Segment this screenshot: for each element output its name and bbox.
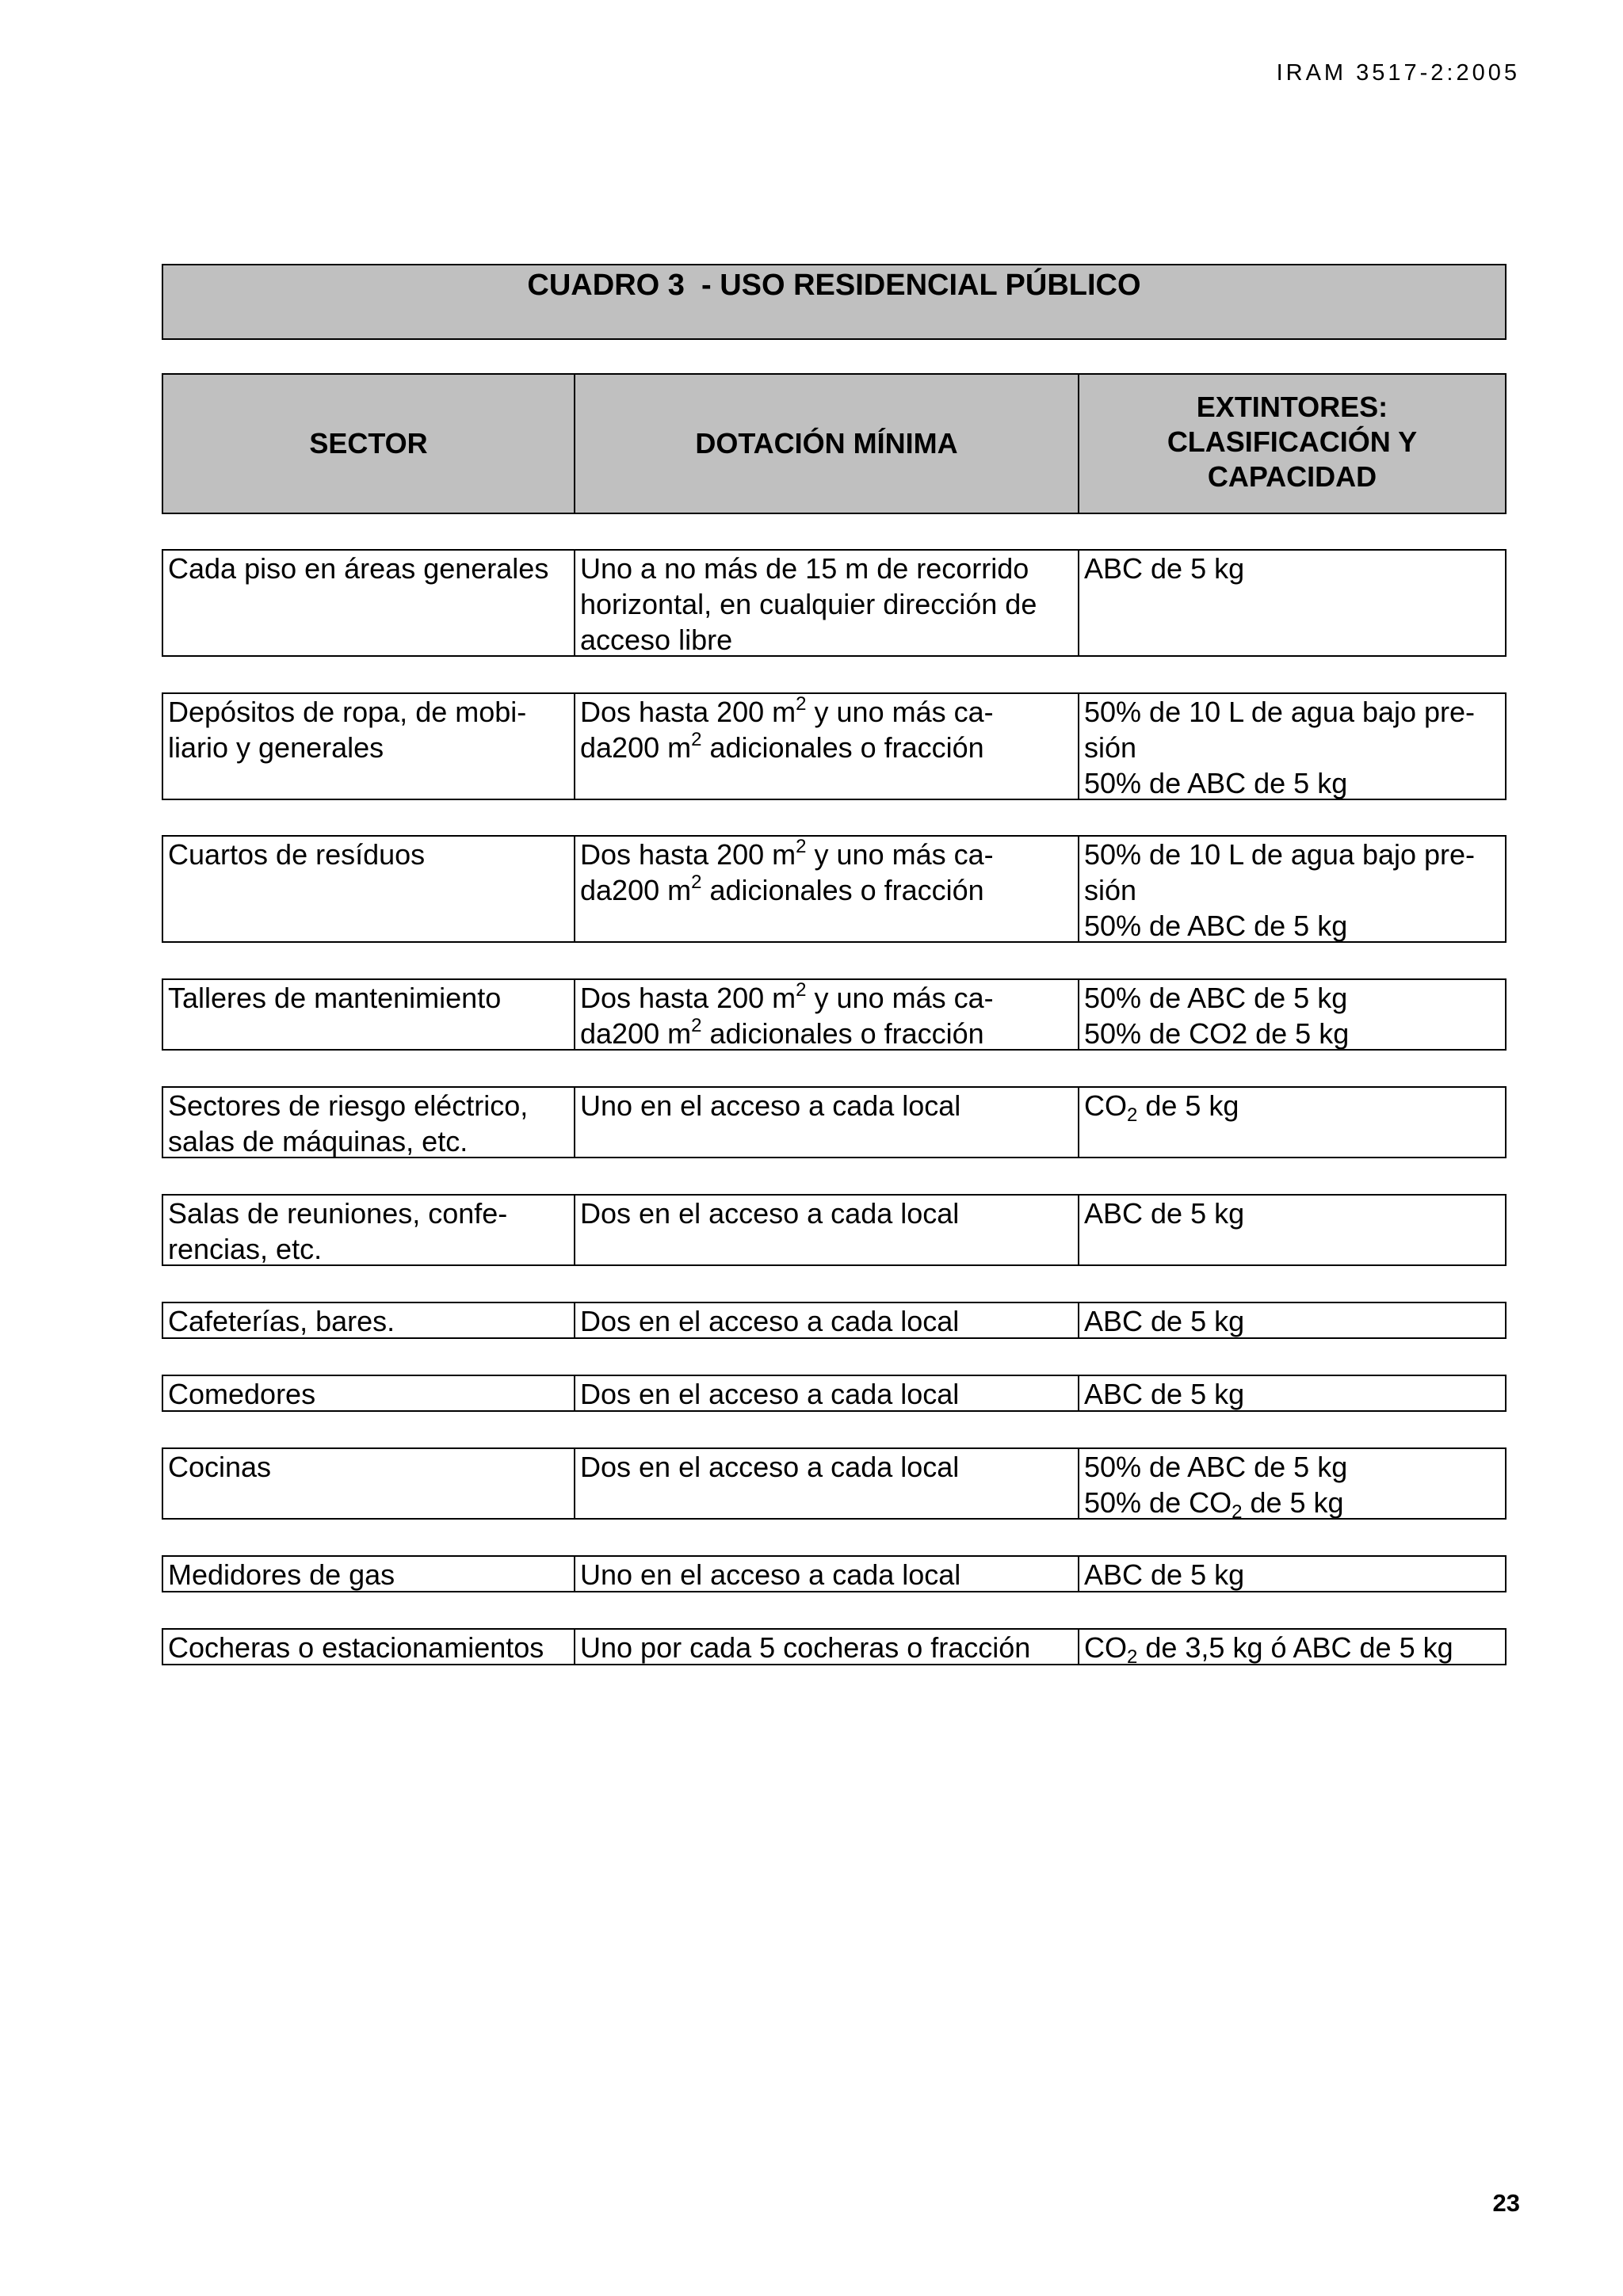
cell-dotacion: Dos en el acceso a cada local — [575, 1376, 1079, 1410]
cell-dotacion: Dos hasta 200 $m^2$ y uno más ca- da200 $m^2$ adicionales o fracción — [575, 694, 1079, 799]
table-title: CUADRO 3 - USO RESIDENCIAL PÚBLICO — [527, 269, 1141, 302]
cell-extintores: ABC de 5 kg — [1084, 1558, 1245, 1591]
table-row — [162, 835, 1507, 943]
cell-sector: Cuartos de resíduos — [163, 837, 575, 941]
table-title-box — [162, 264, 1507, 340]
table-row — [162, 692, 1507, 800]
cell-dotacion: Dos en el acceso a cada local — [575, 1196, 1079, 1264]
table-row — [162, 1302, 1507, 1339]
cell-sector: Cocheras o estacionamientos — [163, 1630, 575, 1664]
table-row — [162, 978, 1507, 1051]
cell-sector: Cocinas — [163, 1449, 575, 1518]
cell-sector: Cafeterías, bares. — [163, 1303, 575, 1337]
cell-dotacion: Dos hasta 200 $m^2$ y uno más ca- da200 $m^2$ adicionales o fracción — [575, 980, 1079, 1049]
document-code: IRAM 3517-2:2005 — [1276, 60, 1520, 86]
cell-dotacion: Dos en el acceso a cada local — [575, 1303, 1079, 1337]
table-row — [162, 1555, 1507, 1592]
cell-extintores: 50% de ABC de 5 kg 50% de $CO_2$ de 5 kg — [1084, 1451, 1348, 1523]
table-row — [162, 1086, 1507, 1158]
table-row — [162, 1194, 1507, 1266]
cell-sector: Comedores — [163, 1376, 575, 1410]
cell-extintores: 50% de ABC de 5 kg 50% de CO2 de 5 kg — [1084, 982, 1350, 1050]
cell-dotacion: Uno en el acceso a cada local — [575, 1088, 1079, 1157]
table-row — [162, 1447, 1507, 1523]
cell-dotacion: Dos en el acceso a cada local — [575, 1449, 1079, 1518]
cell-sector: Cada piso en áreas generales — [163, 551, 575, 655]
cell-sector: Salas de reuniones, confe- rencias, etc. — [163, 1196, 575, 1264]
cell-extintores: ABC de 5 kg — [1084, 1197, 1245, 1230]
column-header-extintores: EXTINTORES: CLASIFICACIÓN Y CAPACIDAD — [1167, 391, 1418, 493]
cell-sector: Sectores de riesgo eléctrico, salas de máquinas, etc. — [163, 1088, 575, 1157]
column-header-dotacion: DOTACIÓN MÍNIMA — [575, 375, 1079, 513]
cell-dotacion: Uno por cada 5 cocheras o fracción — [575, 1630, 1079, 1664]
cell-extintores: $CO_2$ de 5 kg — [1084, 1089, 1239, 1126]
cell-dotacion: Dos hasta 200 $m^2$ y uno más ca- da200 $m^2$ adicionales o fracción — [575, 837, 1079, 941]
cell-extintores: ABC de 5 kg — [1084, 1378, 1245, 1410]
column-header-sector: SECTOR — [163, 375, 575, 513]
cell-extintores: 50% de 10 L de agua bajo pre- sión 50% de ABC de 5 kg — [1084, 696, 1476, 799]
table-header — [162, 373, 1507, 514]
table-row — [162, 1375, 1507, 1412]
cell-dotacion: Uno a no más de 15 m de recorrido horizontal, en cualquier dirección de acceso libre — [575, 551, 1079, 655]
cell-extintores: 50% de 10 L de agua bajo pre- sión 50% de ABC de 5 kg — [1084, 838, 1476, 942]
cell-extintores: $CO_2$ de 3,5 kg ó ABC de 5 kg — [1084, 1631, 1453, 1668]
cell-dotacion: Uno en el acceso a cada local — [575, 1557, 1079, 1591]
cell-extintores: ABC de 5 kg — [1084, 552, 1245, 585]
page-number: 23 — [1492, 2189, 1520, 2217]
table-row — [162, 549, 1507, 657]
cell-sector: Medidores de gas — [163, 1557, 575, 1591]
cell-extintores: ABC de 5 kg — [1084, 1305, 1245, 1337]
cell-sector: Talleres de mantenimiento — [163, 980, 575, 1049]
table-row — [162, 1628, 1507, 1668]
cell-sector: Depósitos de ropa, de mobi- liario y generales — [163, 694, 575, 799]
